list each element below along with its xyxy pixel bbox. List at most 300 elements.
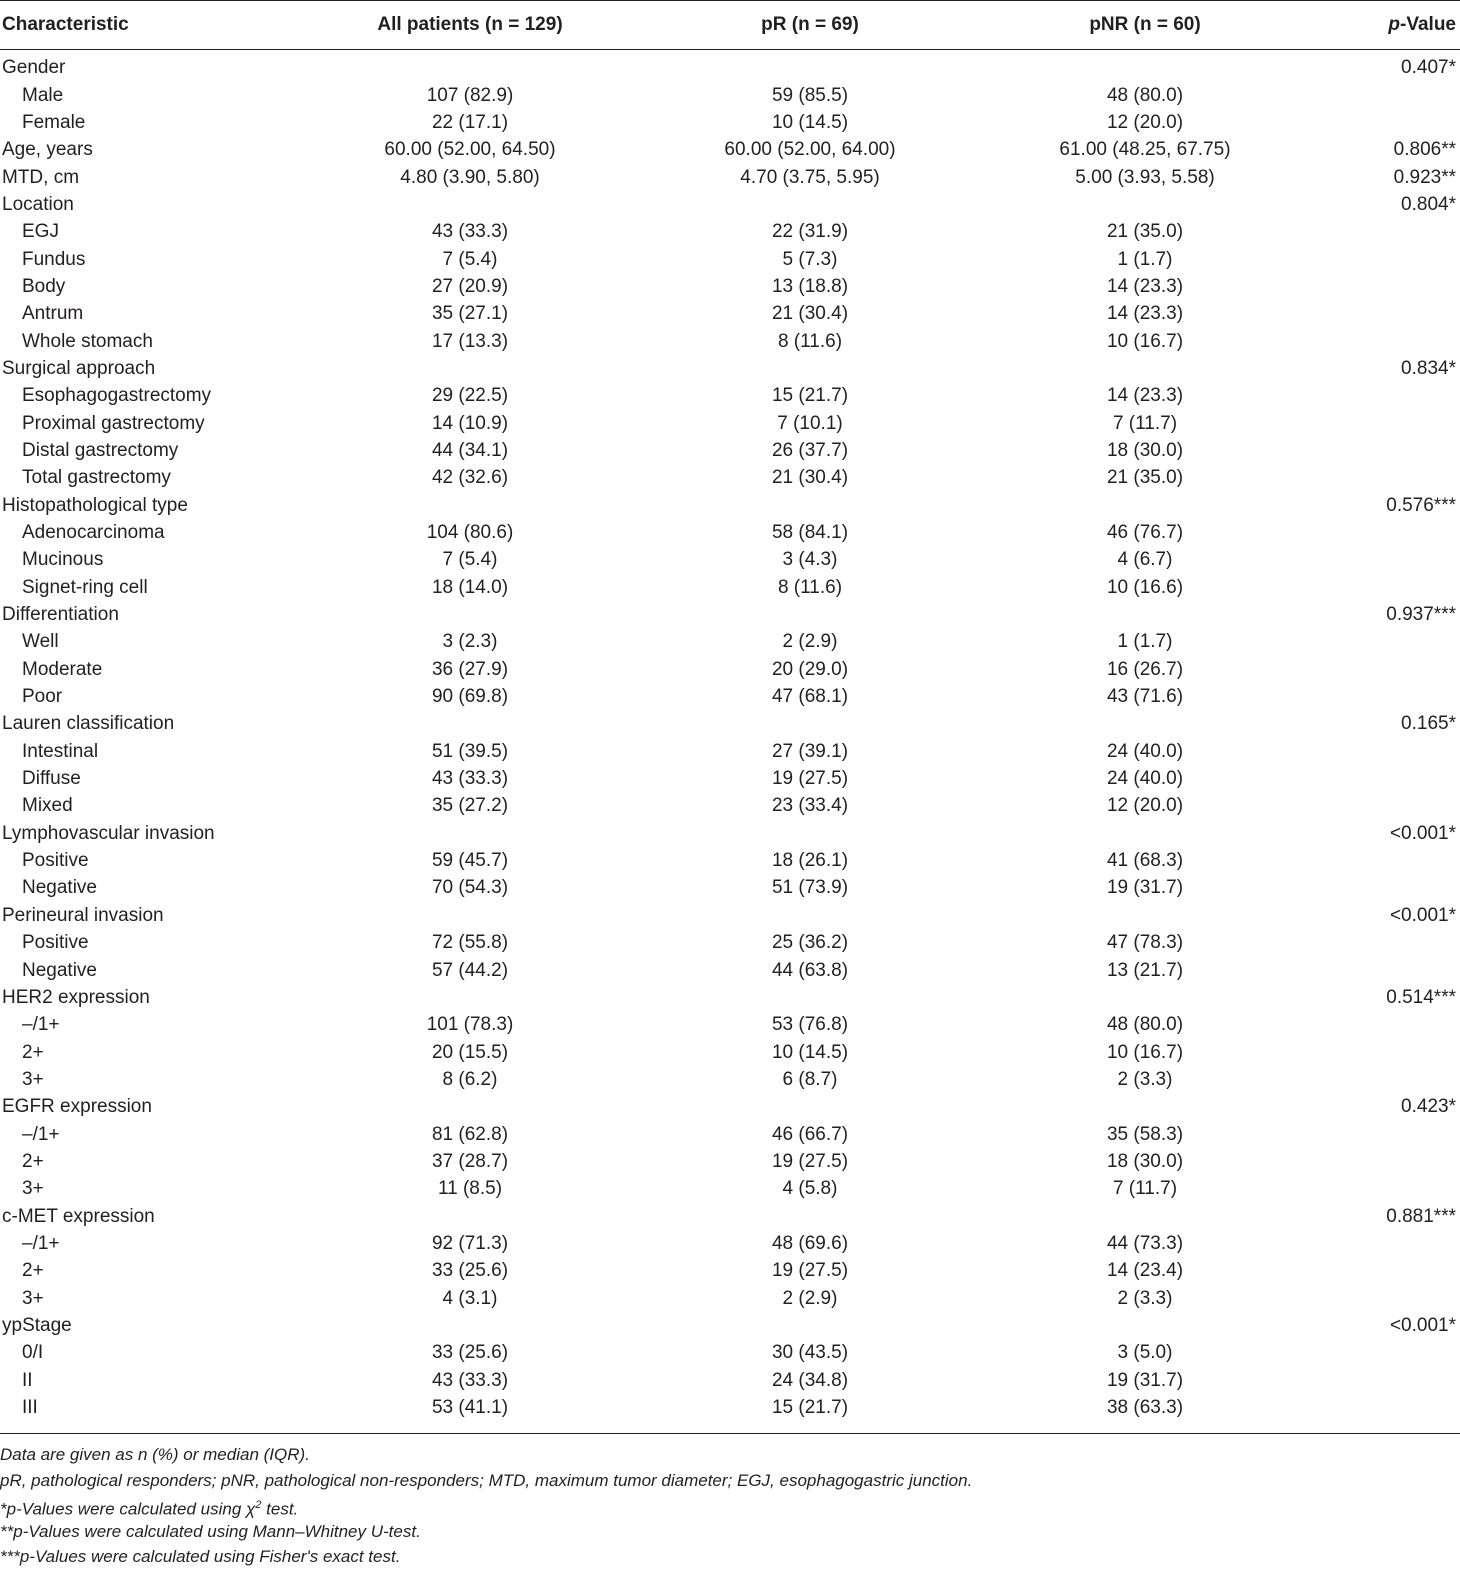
cell-pnr: 43 (71.6) (1106, 686, 1184, 708)
cell-pr: 60.00 (52.00, 64.00) (724, 139, 896, 161)
cell-pnr: 5.00 (3.93, 5.58) (1075, 166, 1215, 188)
row-sublabel: Fundus (22, 248, 86, 270)
table-row (0, 109, 1460, 136)
footnote-chi-square (0, 1493, 1460, 1519)
table-row (0, 273, 1460, 300)
row-sublabel: Moderate (22, 658, 103, 680)
cell-pr: 21 (30.4) (771, 467, 849, 489)
cell-pr: 19 (27.5) (771, 1260, 849, 1282)
cell-pnr: 10 (16.6) (1106, 576, 1184, 598)
cell-all-patients (300, 902, 640, 929)
cell-p-value: 0.804* (1401, 193, 1456, 215)
row-sublabel: Signet-ring cell (22, 576, 148, 598)
cell-p-value (1310, 245, 1460, 272)
table-row (0, 382, 1460, 409)
table-body (0, 50, 1460, 1428)
row-sublabel: Adenocarcinoma (22, 522, 165, 544)
cell-all-patients: 4.80 (3.90, 5.80) (400, 166, 540, 188)
table-row (0, 1202, 1460, 1229)
cell-all-patients: 18 (14.0) (431, 576, 509, 598)
header-pr: pR (n = 69) (640, 1, 980, 50)
cell-pr: 6 (8.7) (782, 1068, 838, 1090)
footnote-chi-pre: *p-Values were calculated using (0, 1499, 247, 1519)
row-sublabel: Antrum (22, 303, 84, 325)
cell-pr (640, 902, 980, 929)
row-label: Perineural invasion (2, 904, 164, 926)
cell-pr: 46 (66.7) (771, 1123, 849, 1145)
table-row (0, 245, 1460, 272)
cell-all-patients: 70 (54.3) (431, 877, 509, 899)
header-p-italic: p (1388, 14, 1401, 35)
cell-p-value (1310, 1148, 1460, 1175)
cell-all-patients: 43 (33.3) (431, 1369, 509, 1391)
cell-all-patients: 53 (41.1) (431, 1397, 509, 1419)
cell-pnr: 35 (58.3) (1106, 1123, 1184, 1145)
cell-p-value (1310, 628, 1460, 655)
row-label: MTD, cm (2, 166, 80, 188)
table-row (0, 1367, 1460, 1394)
cell-pnr: 7 (11.7) (1112, 412, 1178, 434)
chi-superscript: 2 (255, 1499, 262, 1511)
cell-p-value: 0.881*** (1386, 1205, 1456, 1227)
row-label: Gender (2, 57, 66, 79)
footnote-abbreviations: pR, pathological responders; pNR, pathological non-responders; MTD, maximum tumor diameter; EGJ, esophagogastric junction. (0, 1470, 973, 1490)
cell-all-patients: 35 (27.1) (431, 303, 509, 325)
cell-pr: 20 (29.0) (771, 658, 849, 680)
cell-pr: 53 (76.8) (771, 1014, 849, 1036)
cell-pr: 2 (2.9) (782, 631, 838, 653)
cell-all-patients: 29 (22.5) (431, 385, 509, 407)
table-row (0, 820, 1460, 847)
table-row (0, 1038, 1460, 1065)
row-sublabel: Well (22, 631, 59, 653)
table-row (0, 929, 1460, 956)
row-label: Histopathological type (2, 494, 188, 516)
cell-pr: 51 (73.9) (771, 877, 849, 899)
cell-pnr (980, 984, 1310, 1011)
cell-all-patients (300, 984, 640, 1011)
cell-all-patients: 92 (71.3) (431, 1232, 509, 1254)
table-header (0, 1, 1460, 50)
cell-all-patients: 11 (8.5) (437, 1178, 503, 1200)
row-sublabel: II (22, 1369, 33, 1391)
cell-pr: 8 (11.6) (777, 576, 843, 598)
cell-p-value: <0.001* (1389, 822, 1456, 844)
table-row (0, 81, 1460, 108)
cell-pnr: 38 (63.3) (1106, 1397, 1184, 1419)
row-label: c-MET expression (2, 1205, 155, 1227)
cell-pnr: 7 (11.7) (1112, 1178, 1178, 1200)
cell-all-patients: 37 (28.7) (431, 1150, 509, 1172)
table-row (0, 191, 1460, 218)
cell-pr: 59 (85.5) (771, 84, 849, 106)
footnote-chi-post: test. (261, 1499, 299, 1519)
cell-p-value: 0.923** (1393, 166, 1456, 188)
cell-p-value (1310, 792, 1460, 819)
cell-pr: 48 (69.6) (771, 1232, 849, 1254)
row-sublabel: 2+ (22, 1260, 44, 1282)
cell-all-patients: 8 (6.2) (442, 1068, 498, 1090)
cell-pr: 3 (4.3) (782, 549, 838, 571)
cell-all-patients (300, 191, 640, 218)
cell-pnr: 48 (80.0) (1106, 1014, 1184, 1036)
cell-all-patients: 72 (55.8) (431, 932, 509, 954)
cell-all-patients: 104 (80.6) (426, 522, 514, 544)
cell-pr: 15 (21.7) (771, 1397, 849, 1419)
cell-pnr: 12 (20.0) (1106, 111, 1184, 133)
row-sublabel: 3+ (22, 1178, 44, 1200)
cell-p-value (1310, 929, 1460, 956)
cell-pnr: 10 (16.7) (1106, 1041, 1184, 1063)
cell-p-value: 0.407* (1401, 57, 1456, 79)
cell-pnr: 4 (6.7) (1117, 549, 1173, 571)
cell-p-value (1310, 1394, 1460, 1427)
cell-pnr: 46 (76.7) (1106, 522, 1184, 544)
cell-p-value (1310, 300, 1460, 327)
cell-all-patients: 107 (82.9) (426, 84, 514, 106)
cell-pr (640, 984, 980, 1011)
cell-all-patients: 60.00 (52.00, 64.50) (384, 139, 556, 161)
cell-pr (640, 492, 980, 519)
cell-p-value (1310, 1120, 1460, 1147)
cell-p-value (1310, 409, 1460, 436)
row-sublabel: Whole stomach (22, 330, 153, 352)
cell-pnr: 19 (31.7) (1106, 877, 1184, 899)
cell-all-patients: 101 (78.3) (426, 1014, 514, 1036)
header-pnr: pNR (n = 60) (980, 1, 1310, 50)
table-row (0, 1066, 1460, 1093)
cell-all-patients (300, 1093, 640, 1120)
cell-pr (640, 710, 980, 737)
cell-pnr: 21 (35.0) (1106, 467, 1184, 489)
cell-all-patients: 27 (20.9) (431, 275, 509, 297)
cell-p-value (1310, 956, 1460, 983)
table-row (0, 574, 1460, 601)
cell-pr: 7 (10.1) (777, 412, 843, 434)
row-label: Location (2, 193, 74, 215)
cell-p-value (1310, 81, 1460, 108)
table-row (0, 1230, 1460, 1257)
cell-p-value: <0.001* (1389, 904, 1456, 926)
cell-p-value (1310, 1038, 1460, 1065)
cell-p-value (1310, 874, 1460, 901)
cell-pr (640, 191, 980, 218)
cell-pr: 4 (5.8) (782, 1178, 838, 1200)
cell-pr: 18 (26.1) (771, 850, 849, 872)
cell-pnr: 10 (16.7) (1106, 330, 1184, 352)
cell-pr (640, 1312, 980, 1339)
cell-all-patients (300, 601, 640, 628)
cell-all-patients: 3 (2.3) (442, 631, 498, 653)
table-row (0, 136, 1460, 163)
table-row (0, 738, 1460, 765)
cell-pnr: 14 (23.3) (1106, 303, 1184, 325)
cell-pnr (980, 355, 1310, 382)
cell-pnr: 24 (40.0) (1106, 740, 1184, 762)
cell-pr: 30 (43.5) (771, 1342, 849, 1364)
cell-p-value: <0.001* (1389, 1314, 1456, 1336)
cell-p-value (1310, 1257, 1460, 1284)
cell-all-patients: 20 (15.5) (431, 1041, 509, 1063)
cell-p-value (1310, 519, 1460, 546)
cell-p-value (1310, 683, 1460, 710)
cell-p-value (1310, 574, 1460, 601)
cell-all-patients: 90 (69.8) (431, 686, 509, 708)
cell-pr: 21 (30.4) (771, 303, 849, 325)
table-row (0, 218, 1460, 245)
cell-p-value: 0.834* (1401, 357, 1456, 379)
cell-pr: 23 (33.4) (771, 795, 849, 817)
cell-all-patients (300, 50, 640, 82)
cell-all-patients: 59 (45.7) (431, 850, 509, 872)
cell-p-value (1310, 218, 1460, 245)
cell-pnr: 19 (31.7) (1106, 1369, 1184, 1391)
cell-pnr (980, 1202, 1310, 1229)
footnote-mann-whitney: **p-Values were calculated using Mann–Whitney U-test. (0, 1521, 421, 1541)
cell-all-patients: 7 (5.4) (442, 549, 498, 571)
cell-pr: 10 (14.5) (771, 1041, 849, 1063)
cell-pnr: 18 (30.0) (1106, 1150, 1184, 1172)
row-sublabel: –/1+ (22, 1232, 60, 1254)
row-sublabel: Male (22, 84, 64, 106)
cell-p-value (1310, 847, 1460, 874)
row-sublabel: 3+ (22, 1068, 44, 1090)
row-label: Surgical approach (2, 357, 156, 379)
cell-pnr (980, 1312, 1310, 1339)
cell-pnr (980, 50, 1310, 82)
row-sublabel: III (22, 1397, 38, 1419)
cell-p-value (1310, 1011, 1460, 1038)
row-sublabel: Distal gastrectomy (22, 439, 179, 461)
cell-p-value (1310, 273, 1460, 300)
cell-pr: 13 (18.8) (771, 275, 849, 297)
cell-pnr: 24 (40.0) (1106, 768, 1184, 790)
cell-p-value: 0.514*** (1386, 986, 1456, 1008)
cell-pr: 2 (2.9) (782, 1287, 838, 1309)
table-row (0, 984, 1460, 1011)
cell-pr: 10 (14.5) (771, 111, 849, 133)
cell-all-patients: 17 (13.3) (431, 330, 509, 352)
cell-p-value (1310, 1284, 1460, 1311)
cell-pnr: 14 (23.3) (1106, 275, 1184, 297)
cell-pr: 25 (36.2) (771, 932, 849, 954)
cell-pnr: 41 (68.3) (1106, 850, 1184, 872)
cell-p-value (1310, 1066, 1460, 1093)
cell-all-patients (300, 1202, 640, 1229)
cell-pnr: 18 (30.0) (1106, 439, 1184, 461)
cell-p-value: 0.165* (1401, 713, 1456, 735)
header-p-value (1310, 1, 1460, 50)
cell-all-patients (300, 710, 640, 737)
table-row (0, 628, 1460, 655)
row-sublabel: Negative (22, 877, 97, 899)
cell-pnr: 13 (21.7) (1106, 959, 1184, 981)
cell-pnr (980, 191, 1310, 218)
cell-p-value: 0.937*** (1386, 604, 1456, 626)
cell-pr (640, 355, 980, 382)
table-row (0, 1120, 1460, 1147)
table-row (0, 492, 1460, 519)
table-row (0, 902, 1460, 929)
cell-all-patients: 51 (39.5) (431, 740, 509, 762)
cell-all-patients: 33 (25.6) (431, 1342, 509, 1364)
footnote-fisher: ***p-Values were calculated using Fisher's exact test. (0, 1547, 401, 1566)
cell-pr: 8 (11.6) (777, 330, 843, 352)
table-row (0, 163, 1460, 190)
cell-p-value (1310, 1230, 1460, 1257)
row-sublabel: Proximal gastrectomy (22, 412, 205, 434)
table-row (0, 1394, 1460, 1427)
cell-all-patients (300, 820, 640, 847)
table-row (0, 546, 1460, 573)
row-sublabel: Poor (22, 686, 63, 708)
cell-all-patients (300, 492, 640, 519)
cell-pr: 19 (27.5) (771, 768, 849, 790)
table-row (0, 765, 1460, 792)
cell-p-value: 0.806** (1393, 139, 1456, 161)
table-row (0, 656, 1460, 683)
cell-pnr: 21 (35.0) (1106, 221, 1184, 243)
header-characteristic: Characteristic (0, 1, 300, 50)
table-row (0, 956, 1460, 983)
table-row (0, 792, 1460, 819)
cell-all-patients: 44 (34.1) (431, 439, 509, 461)
cell-pnr: 2 (3.3) (1117, 1068, 1173, 1090)
cell-pr: 19 (27.5) (771, 1150, 849, 1172)
row-sublabel: 0/I (22, 1342, 44, 1364)
table-row (0, 1284, 1460, 1311)
cell-pnr (980, 1093, 1310, 1120)
row-label: Lauren classification (2, 713, 175, 735)
cell-all-patients: 43 (33.3) (431, 768, 509, 790)
cell-p-value (1310, 1339, 1460, 1366)
row-sublabel: 3+ (22, 1287, 44, 1309)
row-label: HER2 expression (2, 986, 150, 1008)
row-sublabel: 2+ (22, 1150, 44, 1172)
cell-pnr: 47 (78.3) (1106, 932, 1184, 954)
row-label: ypStage (2, 1314, 72, 1336)
row-sublabel: 2+ (22, 1041, 44, 1063)
table-row (0, 409, 1460, 436)
table-row (0, 1093, 1460, 1120)
row-label: Differentiation (2, 604, 119, 626)
cell-pnr (980, 902, 1310, 929)
row-sublabel: Esophagogastrectomy (22, 385, 212, 407)
cell-all-patients: 36 (27.9) (431, 658, 509, 680)
cell-pnr (980, 601, 1310, 628)
row-sublabel: EGJ (22, 221, 59, 243)
cell-p-value (1310, 437, 1460, 464)
cell-p-value (1310, 1367, 1460, 1394)
cell-pr: 5 (7.3) (782, 248, 838, 270)
cell-all-patients: 14 (10.9) (431, 412, 509, 434)
cell-pnr: 14 (23.3) (1106, 385, 1184, 407)
cell-p-value (1310, 656, 1460, 683)
row-sublabel: Intestinal (22, 740, 99, 762)
cell-pr: 26 (37.7) (771, 439, 849, 461)
cell-pr (640, 50, 980, 82)
cell-pnr: 48 (80.0) (1106, 84, 1184, 106)
table-row (0, 300, 1460, 327)
cell-all-patients: 43 (33.3) (431, 221, 509, 243)
cell-pr: 4.70 (3.75, 5.95) (740, 166, 880, 188)
row-sublabel: Total gastrectomy (22, 467, 171, 489)
cell-p-value (1310, 1175, 1460, 1202)
row-label: EGFR expression (2, 1096, 152, 1118)
cell-pnr (980, 710, 1310, 737)
cell-pr (640, 601, 980, 628)
cell-pr: 47 (68.1) (771, 686, 849, 708)
cell-p-value (1310, 464, 1460, 491)
cell-p-value (1310, 109, 1460, 136)
cell-p-value (1310, 765, 1460, 792)
row-sublabel: Negative (22, 959, 97, 981)
cell-all-patients: 33 (25.6) (431, 1260, 509, 1282)
cell-pnr: 14 (23.4) (1106, 1260, 1184, 1282)
table-row (0, 683, 1460, 710)
cell-pnr (980, 820, 1310, 847)
table-row (0, 874, 1460, 901)
table-row (0, 1175, 1460, 1202)
cell-all-patients (300, 1312, 640, 1339)
table-row (0, 710, 1460, 737)
cell-pr: 15 (21.7) (771, 385, 849, 407)
cell-all-patients: 42 (32.6) (431, 467, 509, 489)
cell-pnr: 2 (3.3) (1117, 1287, 1173, 1309)
table-row (0, 601, 1460, 628)
table-row (0, 355, 1460, 382)
cell-all-patients: 4 (3.1) (442, 1287, 498, 1309)
row-sublabel: Body (22, 275, 66, 297)
header-row (0, 1, 1460, 50)
cell-pr: 22 (31.9) (771, 221, 849, 243)
chi-symbol: χ (246, 1499, 256, 1519)
cell-all-patients: 22 (17.1) (431, 111, 509, 133)
cell-p-value (1310, 738, 1460, 765)
row-label: Age, years (2, 139, 93, 161)
cell-pr: 24 (34.8) (771, 1369, 849, 1391)
cell-all-patients: 57 (44.2) (431, 959, 509, 981)
cell-pnr: 1 (1.7) (1117, 631, 1173, 653)
row-sublabel: Diffuse (22, 768, 81, 790)
cell-pnr: 16 (26.7) (1106, 658, 1184, 680)
cell-pnr: 1 (1.7) (1117, 248, 1173, 270)
cell-p-value: 0.423* (1401, 1096, 1456, 1118)
cell-pnr: 12 (20.0) (1106, 795, 1184, 817)
cell-p-value (1310, 546, 1460, 573)
row-sublabel: Mixed (22, 795, 73, 817)
table-row (0, 1148, 1460, 1175)
footnote-data-format: Data are given as n (%) or median (IQR). (0, 1445, 310, 1464)
cell-pnr (980, 492, 1310, 519)
table-row (0, 519, 1460, 546)
cell-pnr: 44 (73.3) (1106, 1232, 1184, 1254)
cell-p-value: 0.576*** (1386, 494, 1456, 516)
table-row (0, 50, 1460, 82)
table-row (0, 1339, 1460, 1366)
table-row (0, 847, 1460, 874)
row-sublabel: Mucinous (22, 549, 104, 571)
cell-p-value (1310, 382, 1460, 409)
row-sublabel: –/1+ (22, 1014, 60, 1036)
header-p-rest: -Value (1400, 14, 1456, 35)
cell-all-patients: 81 (62.8) (431, 1123, 509, 1145)
table-row (0, 437, 1460, 464)
cell-pr (640, 1093, 980, 1120)
cell-pnr: 3 (5.0) (1117, 1342, 1173, 1364)
row-sublabel: Positive (22, 850, 89, 872)
cell-all-patients (300, 355, 640, 382)
